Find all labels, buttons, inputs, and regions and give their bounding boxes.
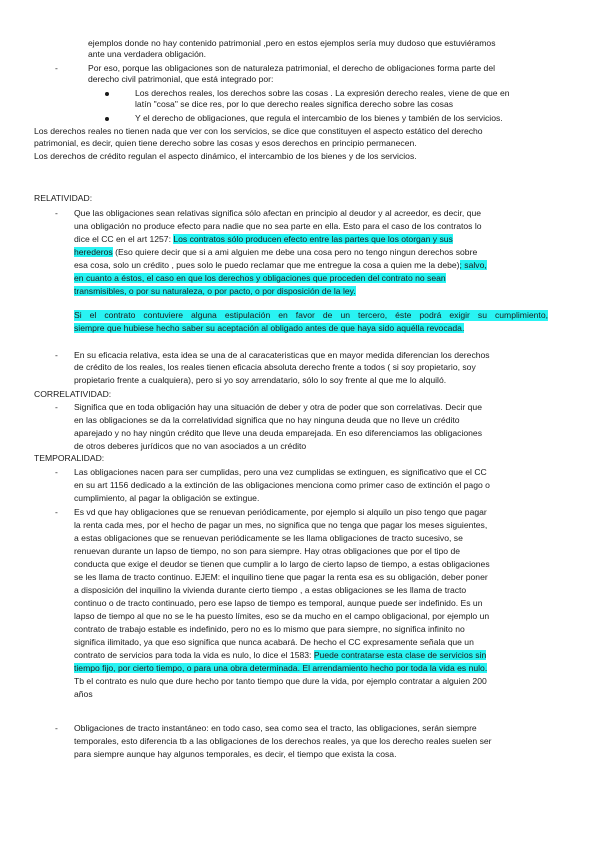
text-line: Los derechos de crédito regulan el aspecto dinámico, el intercambio de los bienes y de los servicios.: [34, 151, 417, 161]
text-line: [74, 650, 486, 661]
highlighted-text: Puede contratarse esta clase de servicios sin: [313, 650, 487, 660]
text-line: Que las obligaciones sean relativas significa sólo afectan en principio al deudor y al acreedor, es decir, que: [74, 208, 482, 218]
text-line: propietario frente a cualquiera), pero si yo soy arrendatario, sólo lo soy frente al que me lo alquiló.: [74, 375, 447, 385]
text-line: en su art 1156 dedicado a la extinción de las obligaciones menciona como primer caso de extinción el pago o: [74, 480, 490, 490]
text-line: Por eso, porque las obligaciones son de naturaleza patrimonial, el derecho de obligaciones forma parte del: [88, 63, 496, 73]
highlighted-text: en cuanto a éstos, el caso en que los derechos y obligaciones que proceden del contrato no sean: [74, 273, 446, 283]
text-run: dice el CC en el art 1257:: [74, 234, 174, 244]
text-line: años: [74, 689, 93, 699]
text-line: renuevan durante un lapso de tiempo, no son para siempre. Hay otras obligaciones que por el tipo de: [74, 546, 461, 556]
text-line: Tb el contrato es nulo que dure hecho por tanto tiempo que dure la vida, por ejemplo contratar a alguien 200: [74, 676, 487, 686]
section-heading-temporalidad: TEMPORALIDAD:: [34, 453, 105, 463]
text-line: significa ilimitado, ya que eso significa que nunca acabará. De hecho el CC expresamente señala que un: [74, 637, 474, 647]
text-line: conducta que exige el deudor se tienen que cumplir a lo largo de cierto lapso de tiempo, a estas obligaciones: [74, 559, 490, 569]
text-line: la renta cada mes, por el hecho de pagar un mes, no significa que no tenga que pagar los meses siguientes,: [74, 520, 488, 530]
text-line: ejemplos donde no hay contenido patrimonial ,pero en estos ejemplos sería muy dudoso que estuviéramos: [88, 38, 496, 48]
text-line: Los derechos reales, los derechos sobre las cosas . La expresión derecho reales, viene de que en: [135, 88, 510, 98]
text-line: Obligaciones de tracto instantáneo: en todo caso, sea como sea el tracto, las obligaciones, serán siempre: [74, 723, 477, 733]
text-line: [74, 234, 453, 245]
text-line: [74, 663, 487, 674]
text-line: una obligación no produce efecto para nadie que no sea parte en ella. Esto para el caso de los contratos lo: [74, 221, 482, 231]
text-run: contrato de servicios para toda la vida es nulo, lo dice el 1583:: [74, 650, 314, 660]
text-line: cumplimiento, al pagar la obligación se extingue.: [74, 493, 260, 503]
text-line: en las obligaciones se da la correlatividad significa que no hay ninguna deuda que no lleve un crédito: [74, 415, 460, 425]
text-line: aparejado y no hay ningún crédito que lleve una deuda emparejada. En eso diferenciamos las obligaciones: [74, 428, 483, 438]
list-dash: -: [55, 723, 58, 733]
highlighted-text: siempre que hubiese hecho saber su aceptación al obligado antes de que haya sido aquélla revocada.: [74, 323, 465, 333]
list-dash: -: [55, 63, 58, 73]
text-line: [74, 273, 446, 284]
text-line: Y el derecho de obligaciones, que regula el intercambio de los bienes y también de los servicios.: [135, 113, 503, 123]
text-line: lapso de tiempo al que no se le ha puesto límites, eso se da mucho en el campo obligacional, por ejemplo un: [74, 611, 490, 621]
section-heading-relatividad: RELATIVIDAD:: [34, 193, 93, 203]
highlighted-text: herederos: [74, 247, 113, 257]
list-dash: -: [55, 350, 58, 360]
text-line: de crédito de los reales, los reales tienen eficacia absoluta derecho frente a todos ( si soy propietario, soy: [74, 362, 476, 372]
text-line: En su eficacia relativa, esta idea se una de al caracateristicas que en mayor medida diferencian los derechos: [74, 350, 490, 360]
highlighted-text: Si el contrato contuviere alguna estipulación en favor de un tercero, éste podrá exigir su cumplimiento,: [74, 310, 548, 320]
text-line: de otros deberes jurídicos que no van asociados a un crédito: [74, 441, 307, 451]
text-line: temporales, esto diferencia tb a las obligaciones de los derechos reales, ya que los derecho reales suelen ser: [74, 736, 492, 746]
highlighted-text: Los contratos sólo producen efecto entre las partes que los otorgan y sus: [173, 234, 453, 244]
list-dash: -: [55, 402, 58, 412]
highlighted-text: tiempo fijo, por cierto tiempo, o para una obra determinada. El arrendamiento hecho por toda la vida es nulo.: [74, 663, 488, 673]
text-line: patrimonial, es decir, quien tiene derecho sobre las cosas y esos derechos en principio permanecen.: [34, 138, 417, 148]
list-dash: -: [55, 208, 58, 218]
list-dash: -: [55, 467, 58, 477]
highlighted-text: transmisibles, o por su naturaleza, o por pacto, o por disposición de la ley.: [74, 286, 356, 296]
text-line: Las obligaciones nacen para ser cumplidas, pero una vez cumplidas se extinguen, es significativo que el CC: [74, 467, 487, 477]
text-line: a estas obligaciones que se renuevan periódicamente se les llama obligaciones de tracto sucesivo, se: [74, 533, 463, 543]
text-run: esa cosa, solo un crédito , pues solo le puedo reclamar que me entregue la cosa a quien me la debe): [74, 260, 460, 270]
text-line: [74, 323, 464, 334]
text-line: se les llama de tracto continuo. EJEM: el inquilino tiene que pagar la renta esa es su obligación, deber poner: [74, 572, 488, 582]
text-line: a disposición del inquilino la vivienda durante cierto tiempo , a estas obligaciones se les llama de tracto: [74, 585, 467, 595]
text-line: ante una verdadera obligación.: [88, 49, 207, 59]
bullet-dot: [105, 92, 109, 96]
text-line: [74, 286, 356, 297]
bullet-dot: [105, 117, 109, 121]
text-line: Los derechos reales no tienen nada que ver con los servicios, se dice que constituyen el aspecto estático del derecho: [34, 126, 483, 136]
list-dash: -: [55, 507, 58, 517]
text-line: [74, 247, 477, 258]
text-line: [74, 260, 487, 271]
text-line: para siempre aunque hay algunos temporales, es decir, el tiempo que exista la cosa.: [74, 749, 397, 759]
text-line: contrato de trabajo estable es indefinido, pero no es lo mismo que para siempre, no significa infinito no: [74, 624, 465, 634]
text-line: derecho civil patrimonial, que está integrado por:: [88, 74, 274, 84]
text-line: Significa que en toda obligación hay una situación de deber y otra de poder que son correlativas. Decir que: [74, 402, 482, 412]
section-heading-correlatividad: CORRELATIVIDAD:: [34, 389, 112, 399]
text-line: Es vd que hay obligaciones que se renuevan periódicamente, por ejemplo si alquilo un piso tengo que pagar: [74, 507, 487, 517]
highlighted-text: ; salvo,: [459, 260, 487, 270]
text-line: continuo o de tracto continuado, pero ese lapso de tiempo es temporal, aunque puede ser indefinido. Es un: [74, 598, 483, 608]
text-run: (Eso quiere decir que si a ami alguien me debe una cosa pero no tengo ningun derechos sobre: [112, 247, 478, 257]
text-line: latín "cosa" se dice res, por lo que derecho reales significa derecho sobre las cosas: [135, 99, 454, 109]
